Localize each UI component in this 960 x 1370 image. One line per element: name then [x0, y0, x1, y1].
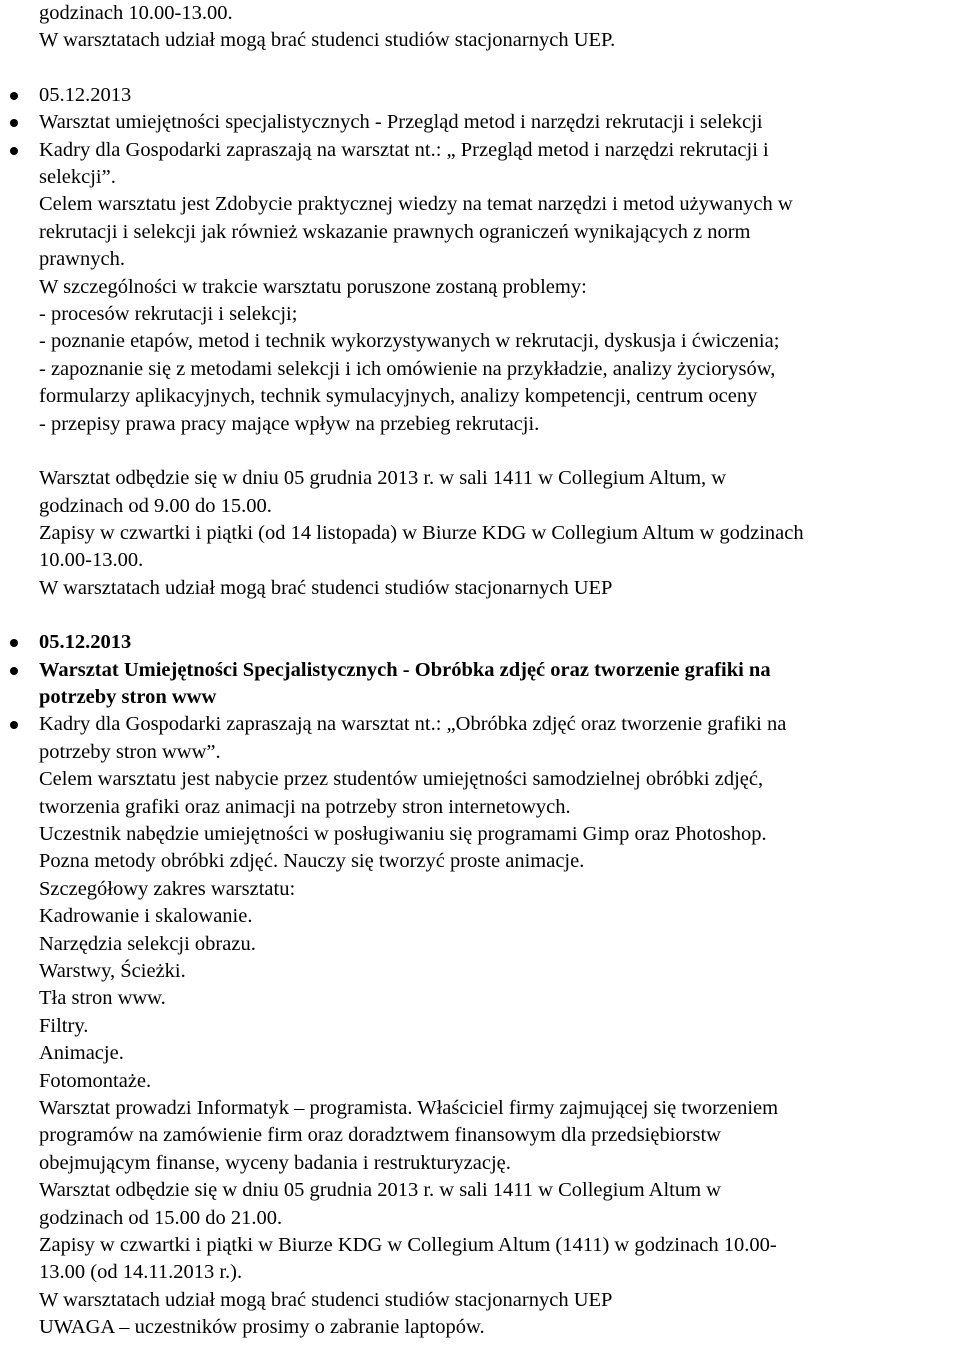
w2-scope-item: Warstwy, Ścieżki. [39, 960, 186, 982]
w1-problems-intro: W szczególności w trakcie warsztatu poruszone zostaną problemy: [39, 275, 587, 298]
w1-problem-3b: formularzy aplikacyjnych, technik symulacyjnych, analizy kompetencji, centrum oceny [39, 385, 758, 408]
w2-invite-1: Kadry dla Gospodarki zapraszają na warsztat nt.: „Obróbka zdjęć oraz tworzenie grafiki na [39, 711, 950, 738]
w2-scope-item: Kadrowanie i skalowanie. [39, 905, 253, 928]
w2-leader-2: programów na zamówienie firm oraz doradztwem finansowym dla przedsiębiorstw [39, 1124, 721, 1147]
w1-invite-1: Kadry dla Gospodarki zapraszają na warsztat nt.: „ Przegląd metod i narzędzi rekrutacji i [39, 137, 950, 164]
w1-when-2: godzinach od 9.00 do 15.00. [39, 494, 272, 517]
w2-scope-item: Narzędzia selekcji obrazu. [39, 932, 256, 955]
w2-participant-1: Uczestnik nabędzie umiejętności w posługiwaniu się programami Gimp oraz Photoshop. [39, 822, 767, 845]
w1-problem-4: - przepisy prawa pracy mające wpływ na przebieg rekrutacji. [39, 412, 540, 435]
w1-problem-1: - procesów rekrutacji i selekcji; [39, 303, 298, 326]
w1-signup-1: Zapisy w czwartki i piątki (od 14 listopada) w Biurze KDG w Collegium Altum w godzinach [39, 521, 804, 544]
w1-signup-2: 10.00-13.00. [39, 549, 144, 572]
w2-scope-heading: Szczegółowy zakres warsztatu: [39, 877, 296, 900]
w2-leader-3: obejmującym finanse, wyceny badania i restrukturyzację. [39, 1151, 511, 1174]
w2-title-1: Warsztat Umiejętności Specjalistycznych - Obróbka zdjęć oraz tworzenie grafiki na [39, 657, 950, 684]
w1-goal-3: prawnych. [39, 248, 125, 271]
w1-problem-3a: - zapoznanie się z metodami selekcji i ich omówienie na przykładzie, analizy życiorysów, [39, 357, 776, 380]
w1-invite-2: selekcji”. [39, 166, 116, 189]
w2-goal-1: Celem warsztatu jest nabycie przez studentów umiejętności samodzielnej obróbki zdjęć, [39, 768, 764, 791]
w2-participant-2: Pozna metody obróbki zdjęć. Nauczy się tworzyć proste animacje. [39, 850, 585, 873]
w1-goal-2: rekrutacji i selekcji jak również wskazanie prawnych ograniczeń wynikających z norm [39, 220, 751, 243]
w1-goal-1: Celem warsztatu jest Zdobycie praktycznej wiedzy na temat narzędzi i metod używanych w [39, 193, 793, 216]
w1-when-1: Warsztat odbędzie się w dniu 05 grudnia 2013 r. w sali 1411 w Collegium Altum, w [39, 467, 727, 490]
w1-eligibility: W warsztatach udział mogą brać studenci studiów stacjonarnych UEP [39, 576, 613, 599]
w2-eligibility: W warsztatach udział mogą brać studenci studiów stacjonarnych UEP [39, 1288, 613, 1311]
intro-line-1: godzinach 10.00-13.00. [39, 2, 233, 24]
w2-scope-item: Tła stron www. [39, 987, 166, 1010]
w2-date: 05.12.2013 [39, 629, 950, 656]
w2-signup-2: 13.00 (od 14.11.2013 r.). [39, 1261, 243, 1284]
w2-invite-2: potrzeby stron www”. [39, 740, 221, 763]
w2-when-1: Warsztat odbędzie się w dniu 05 grudnia 2013 r. w sali 1411 w Collegium Altum w [39, 1179, 721, 1202]
w1-date: 05.12.2013 [39, 82, 950, 109]
w2-title-2: potrzeby stron www [39, 685, 217, 708]
w2-leader-1: Warsztat prowadzi Informatyk – programista. Właściciel firmy zajmującej się tworzeniem [39, 1097, 779, 1120]
w1-title: Warsztat umiejętności specjalistycznych - Przegląd metod i narzędzi rekrutacji i selekcji [39, 109, 950, 136]
w2-scope-item: Filtry. [39, 1014, 89, 1037]
w2-scope-item: Fotomontaże. [39, 1069, 152, 1092]
w2-when-2: godzinach od 15.00 do 21.00. [39, 1206, 283, 1229]
w2-signup-1: Zapisy w czwartki i piątki w Biurze KDG w Collegium Altum (1411) w godzinach 10.00- [39, 1234, 777, 1257]
w1-problem-2: - poznanie etapów, metod i technik wykorzystywanych w rekrutacji, dyskusja i ćwiczenia; [39, 330, 780, 353]
w2-goal-2: tworzenia grafiki oraz animacji na potrzeby stron internetowych. [39, 795, 571, 818]
w2-scope-item: Animacje. [39, 1042, 124, 1065]
intro-line-2: W warsztatach udział mogą brać studenci studiów stacjonarnych UEP. [39, 29, 616, 52]
w2-note: UWAGA – uczestników prosimy o zabranie laptopów. [39, 1316, 485, 1339]
